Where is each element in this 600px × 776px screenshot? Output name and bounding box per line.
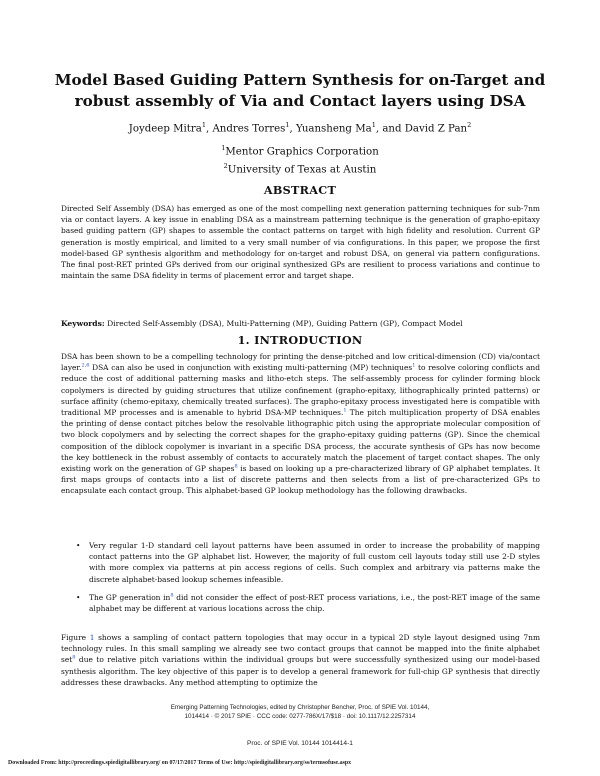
- affiliation-line: [40, 159, 560, 177]
- affiliation-name: University of Texas at Austin: [227, 164, 377, 176]
- text-run: The pitch multiplication property of DSA enables the printing of dense contact pitches below the resolvable lithographic pitch using the appropriate molecular composition of two block copolymers and by selecting the correct shapes for the grapho-epitaxy guiding patterns (GP). Since the chemical composition of the diblock copolymer is invariant in a specific DSA process, the accurate synthesis of GPs has now become the key bottleneck in the robust assembly of contacts to accurately match the placement of target contact shapes. The only existing work on the generation of GP shapes: [61, 408, 540, 474]
- citation-link[interactable]: 8: [72, 654, 76, 661]
- list-item-text: Very regular 1-D standard cell layout patterns have been assumed in order to increase the probability of mapping contact patterns into the GP alphabet list. However, the majority of full custom cell layouts today still use 2-D styles with more complex via patterns at pin access regions of cells. Such complex and arbitrary via patterns make the discrete alphabet-based lookup schemes infeasible.: [89, 541, 540, 584]
- citation-link[interactable]: 1: [343, 407, 347, 414]
- affiliation-line: [40, 141, 560, 159]
- citation-link[interactable]: 1: [412, 362, 416, 369]
- publication-line: 1014414 · © 2017 SPIE · CCC code: 0277-786X/17/$18 · doi: 10.1117/12.2257314: [184, 712, 416, 720]
- text-run: Figure: [61, 633, 90, 642]
- separator: ,: [289, 123, 297, 135]
- text-run: due to relative pitch variations within the individual groups but were successfully synthesized using our model-based synthesis algorithm. The key objective of this paper is to develop a general framework for full-chip GP synthesis that directly addresses these drawbacks. Any method attempting to optimize the: [61, 655, 540, 687]
- text-run: to resolve coloring conflicts and reduce the cost of additional patterning masks and litho-etch steps. The self-assembly process for cylinder forming block copolymers is directed by guiding structures that utilize confinement (grapho-epitaxy, lithographically printed patterns) or surface affinity (chemo-epitaxy, chemically treated surfaces). The grapho-epitaxy process investigated here is compatible with traditional MP processes and is amenable to hybrid DSA-MP techniques.: [61, 363, 540, 418]
- citation-link[interactable]: 8: [234, 463, 238, 470]
- bullet-icon: •: [76, 541, 81, 550]
- affiliation-mark: 1: [371, 121, 376, 129]
- keywords-label: Keywords:: [61, 319, 105, 328]
- author-list: [40, 121, 560, 134]
- publication-info: [130, 704, 470, 721]
- intro-paragraph-1: [61, 351, 540, 497]
- author-name: Andres Torres: [212, 123, 286, 135]
- list-item: [61, 540, 540, 585]
- text-run: is based on looking up a pre-characterized library of GP alphabet templates. It first maps groups of contacts into a list of discrete patterns and then selects from a list of pre-characterized GPs to encapsulate each contact group. This alphabet-based GP lookup methodology has the following drawbacks.: [61, 464, 540, 496]
- text-run: DSA can also be used in conjunction with existing multi-patterning (MP) techniques: [89, 363, 413, 373]
- abstract-heading: ABSTRACT: [263, 183, 337, 197]
- download-notice: Downloaded From: http://proceedings.spiedigitallibrary.org/ on 07/17/2017 Terms of Use: http://spiedigitallibrary.org/ss/termsofuse.aspx: [8, 760, 352, 766]
- citation-link[interactable]: 2,6: [81, 362, 90, 369]
- separator: , and: [375, 123, 405, 135]
- introduction-heading: 1. INTRODUCTION: [237, 333, 363, 347]
- list-item: [61, 592, 540, 614]
- author-name: Yuansheng Ma: [296, 123, 372, 135]
- text-run: DSA has been shown to be a compelling technology for printing the dense-pitched and low critical-dimension (CD) via/contact layer.: [61, 352, 540, 373]
- keywords-text: Directed Self-Assembly (DSA), Multi-Patterning (MP), Guiding Pattern (GP), Compact Model: [107, 319, 463, 328]
- drawbacks-list: [61, 540, 540, 621]
- list-item-text: did not consider the effect of post-RET process variations, i.e., the post-RET image of the same alphabet may be different at various locations across the chip.: [89, 592, 541, 614]
- list-item-text: The GP generation in: [89, 592, 171, 602]
- bullet-icon: •: [76, 592, 81, 602]
- figure-link[interactable]: 1: [89, 633, 95, 642]
- affiliation-mark: 1: [285, 121, 290, 129]
- page-number: Proc. of SPIE Vol. 10144 1014414-1: [247, 740, 353, 747]
- citation-link[interactable]: 8: [170, 592, 174, 599]
- publication-line: Emerging Patterning Technologies, edited by Christopher Bencher, Proc. of SPIE Vol. 10144,: [170, 704, 430, 711]
- affiliation-mark: 2: [223, 162, 228, 171]
- affiliation-mark: 1: [221, 144, 226, 152]
- paper-title: Model Based Guiding Pattern Synthesis for on-Target and robust assembly of Via and Contact layers using DSA: [54, 71, 546, 110]
- affiliation-mark: 2: [467, 121, 472, 129]
- affiliations: [40, 141, 560, 178]
- text-run: shows a sampling of contact pattern topologies that may occur in a typical 2D style layout designed using 7nm technology rules. In this small sampling we already see two contact groups that cannot be mapped into the finite alphabet set: [61, 633, 541, 665]
- keywords: [61, 319, 540, 328]
- intro-paragraph-2: [61, 632, 540, 688]
- author-name: David Z Pan: [404, 123, 468, 135]
- affiliation-mark: 1: [201, 121, 206, 129]
- author-name: Joydeep Mitra: [128, 123, 202, 135]
- abstract-text: Directed Self Assembly (DSA) has emerged as one of the most compelling next generation patterning techniques for sub-7nm via or contact layers. A key issue in enabling DSA as a mainstream patterning technique is the generation of grapho-epitaxy based guiding pattern (GP) shapes to assemble the contact patterns on target with high fidelity and resolution. Current GP generation is mostly empirical, and limited to a very small number of via configurations. In this paper, we propose the first model-based GP synthesis algorithm and methodology for on-target and robust DSA, on general via pattern configurations. The final post-RET printed GPs derived from our original synthesized GPs are resilient to process variations and continue to maintain the same DSA fidelity in terms of placement error and target shape.: [61, 204, 540, 281]
- separator: ,: [205, 123, 213, 135]
- affiliation-name: Mentor Graphics Corporation: [225, 146, 379, 158]
